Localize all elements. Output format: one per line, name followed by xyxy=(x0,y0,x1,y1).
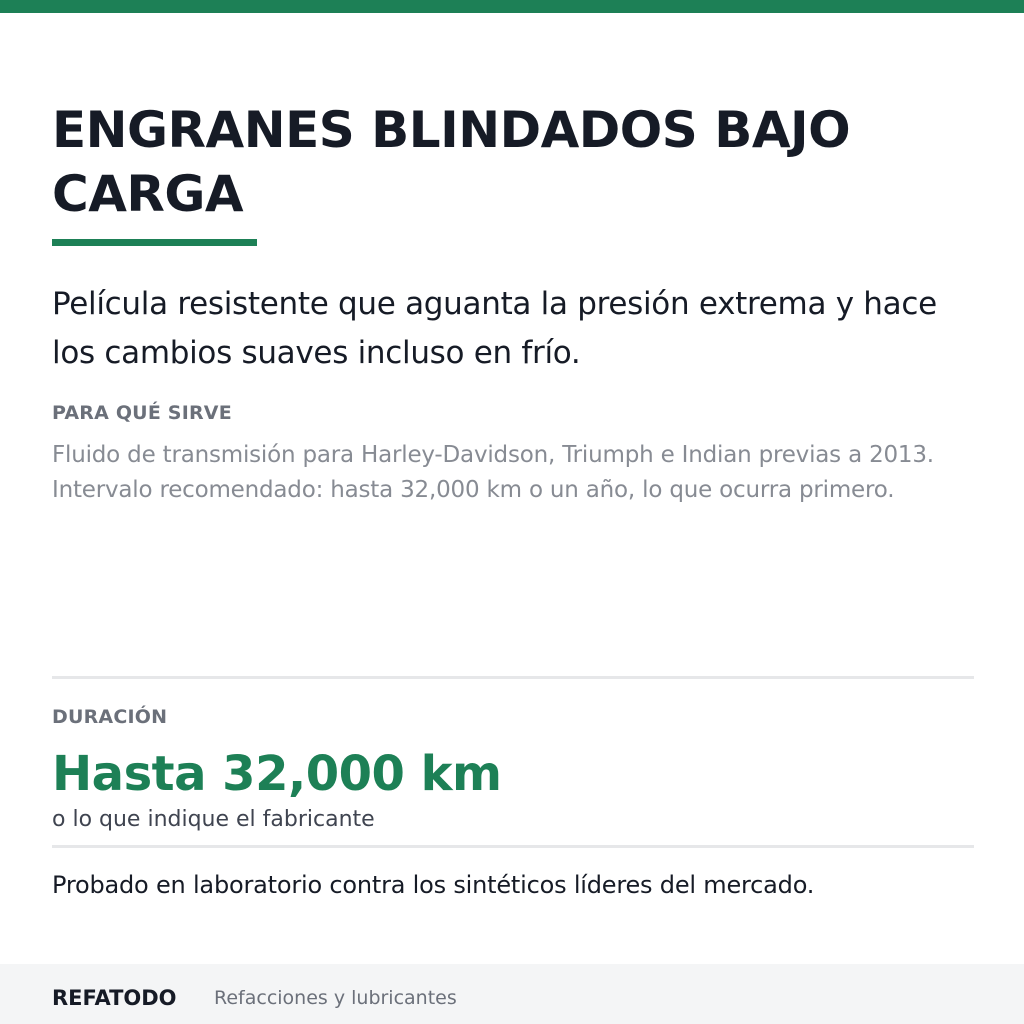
brand-tagline: Refacciones y lubricantes xyxy=(214,987,457,1009)
top-accent-bar xyxy=(0,0,1024,13)
duration-label: DURACIÓN xyxy=(52,706,168,728)
divider-bottom xyxy=(52,845,974,848)
lab-claim: Probado en laboratorio contra los sintéticos líderes del mercado. xyxy=(52,871,815,899)
duration-note: o lo que indique el fabricante xyxy=(52,807,375,832)
brand-name: REFATODO xyxy=(52,986,177,1010)
headline-underline xyxy=(52,239,257,246)
divider-top xyxy=(52,676,974,679)
headline: ENGRANES BLINDADOS BAJO CARGA xyxy=(52,101,851,223)
subheadline: Película resistente que aguanta la presión extrema y hace los cambios suaves incluso en frío. xyxy=(52,286,937,371)
use-section-text: Fluido de transmisión para Harley-Davidson, Triumph e Indian previas a 2013. Intervalo recomendado: hasta 32,000 km o un año, lo que ocurra primero. xyxy=(52,442,934,503)
use-section-label: PARA QUÉ SIRVE xyxy=(52,402,232,424)
duration-value: Hasta 32,000 km xyxy=(52,746,502,802)
